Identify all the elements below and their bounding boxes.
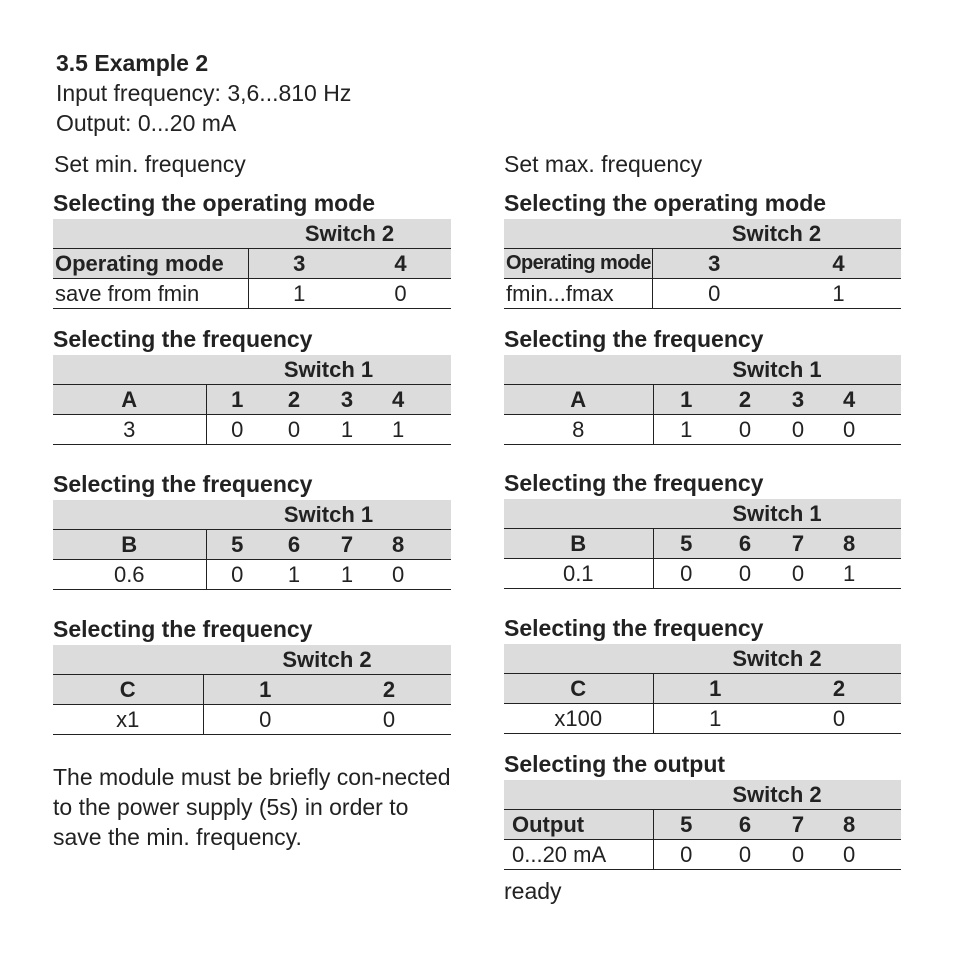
col-header: 6 [719,810,771,840]
right-mode-heading: Selecting the operating mode [504,190,827,216]
switch-label: Switch 1 [206,355,451,385]
col-header: 6 [268,530,320,560]
switch-label: Switch 2 [203,645,451,675]
table-cell: 0 [206,560,268,590]
col-header: 4 [350,249,451,279]
col-header: 4 [825,385,901,415]
right-freq-c-table [504,644,901,734]
col-header: 3 [652,249,776,279]
row-header: B [53,530,206,560]
table-cell: 0 [719,840,771,870]
col-header: 7 [771,810,825,840]
right-freq-b-table [504,499,901,589]
page-title: 3.5 Example 2 [56,50,209,76]
row-label: 0...20 mA [504,840,653,870]
ready-label: ready [504,878,562,904]
row-header: Operating mode [504,249,652,279]
left-freq-c-table [53,645,451,735]
note-paragraph: The module must be briefly con-nected to the power supply (5s) in order to save the min. frequency. [53,764,451,850]
table-cell: 1 [248,279,350,309]
row-label: save from fmin [53,279,248,309]
col-header: 1 [203,675,327,705]
table-cell: 1 [653,415,719,445]
table-cell: 0 [206,415,268,445]
row-label: 0.1 [504,559,653,589]
col-header: 2 [777,674,901,704]
col-header: 5 [206,530,268,560]
table-cell: 0 [771,840,825,870]
col-header: 3 [320,385,374,415]
col-header: 1 [653,674,777,704]
col-header: 4 [374,385,451,415]
table-cell: 1 [776,279,901,309]
switch-label: Switch 1 [653,499,901,529]
right-mode-table [504,219,901,309]
right-output-table [504,780,901,870]
table-cell: 0 [653,840,719,870]
col-header: 7 [320,530,374,560]
row-label: x1 [53,705,203,735]
row-header: A [504,385,653,415]
col-header: 8 [825,529,901,559]
right-freq-a-table [504,355,901,445]
col-header: 8 [825,810,901,840]
col-header: 5 [653,810,719,840]
table-cell: 0 [777,704,901,734]
col-header: 1 [653,385,719,415]
row-label: 3 [53,415,206,445]
left-mode-table [53,219,451,309]
table-cell: 0 [825,840,901,870]
table-cell: 0 [203,705,327,735]
col-header: 3 [771,385,825,415]
switch-label: Switch 2 [653,780,901,810]
col-header: 2 [719,385,771,415]
table-cell: 0 [268,415,320,445]
col-header: 2 [268,385,320,415]
switch-label: Switch 2 [653,644,901,674]
left-freq-b-heading: Selecting the frequency [53,471,313,497]
table-cell: 1 [320,415,374,445]
table-cell: 0 [825,415,901,445]
row-header: B [504,529,653,559]
row-header: Output [504,810,653,840]
right-output-heading: Selecting the output [504,751,726,777]
row-header: Operating mode [53,249,248,279]
input-frequency-line: Input frequency: 3,6...810 Hz [56,80,352,106]
table-cell: 1 [653,704,777,734]
table-cell: 0 [653,559,719,589]
table-cell: 1 [374,415,451,445]
set-max-frequency-label: Set max. frequency [504,151,703,177]
switch-label: Switch 2 [248,219,451,249]
row-label: x100 [504,704,653,734]
left-freq-b-table [53,500,451,590]
table-cell: 0 [771,559,825,589]
left-freq-a-heading: Selecting the frequency [53,326,313,352]
col-header: 8 [374,530,451,560]
row-header: A [53,385,206,415]
right-freq-c-heading: Selecting the frequency [504,615,764,641]
row-label: fmin...fmax [504,279,652,309]
row-header: C [504,674,653,704]
right-freq-a-heading: Selecting the frequency [504,326,764,352]
table-cell: 0 [771,415,825,445]
table-cell: 0 [652,279,776,309]
left-freq-c-heading: Selecting the frequency [53,616,313,642]
table-cell: 0 [719,415,771,445]
table-cell: 0 [374,560,451,590]
left-freq-a-table [53,355,451,445]
row-label: 0.6 [53,560,206,590]
table-cell: 1 [268,560,320,590]
table-cell: 0 [350,279,451,309]
set-min-frequency-label: Set min. frequency [54,151,246,177]
right-freq-b-heading: Selecting the frequency [504,470,764,496]
row-label: 8 [504,415,653,445]
switch-label: Switch 1 [653,355,901,385]
table-cell: 1 [320,560,374,590]
table-cell: 0 [719,559,771,589]
output-line: Output: 0...20 mA [56,110,237,136]
col-header: 6 [719,529,771,559]
col-header: 1 [206,385,268,415]
table-cell: 0 [327,705,451,735]
table-cell: 1 [825,559,901,589]
col-header: 4 [776,249,901,279]
left-mode-heading: Selecting the operating mode [53,190,376,216]
switch-label: Switch 2 [652,219,901,249]
col-header: 7 [771,529,825,559]
col-header: 5 [653,529,719,559]
switch-label: Switch 1 [206,500,451,530]
col-header: 3 [248,249,350,279]
row-header: C [53,675,203,705]
col-header: 2 [327,675,451,705]
